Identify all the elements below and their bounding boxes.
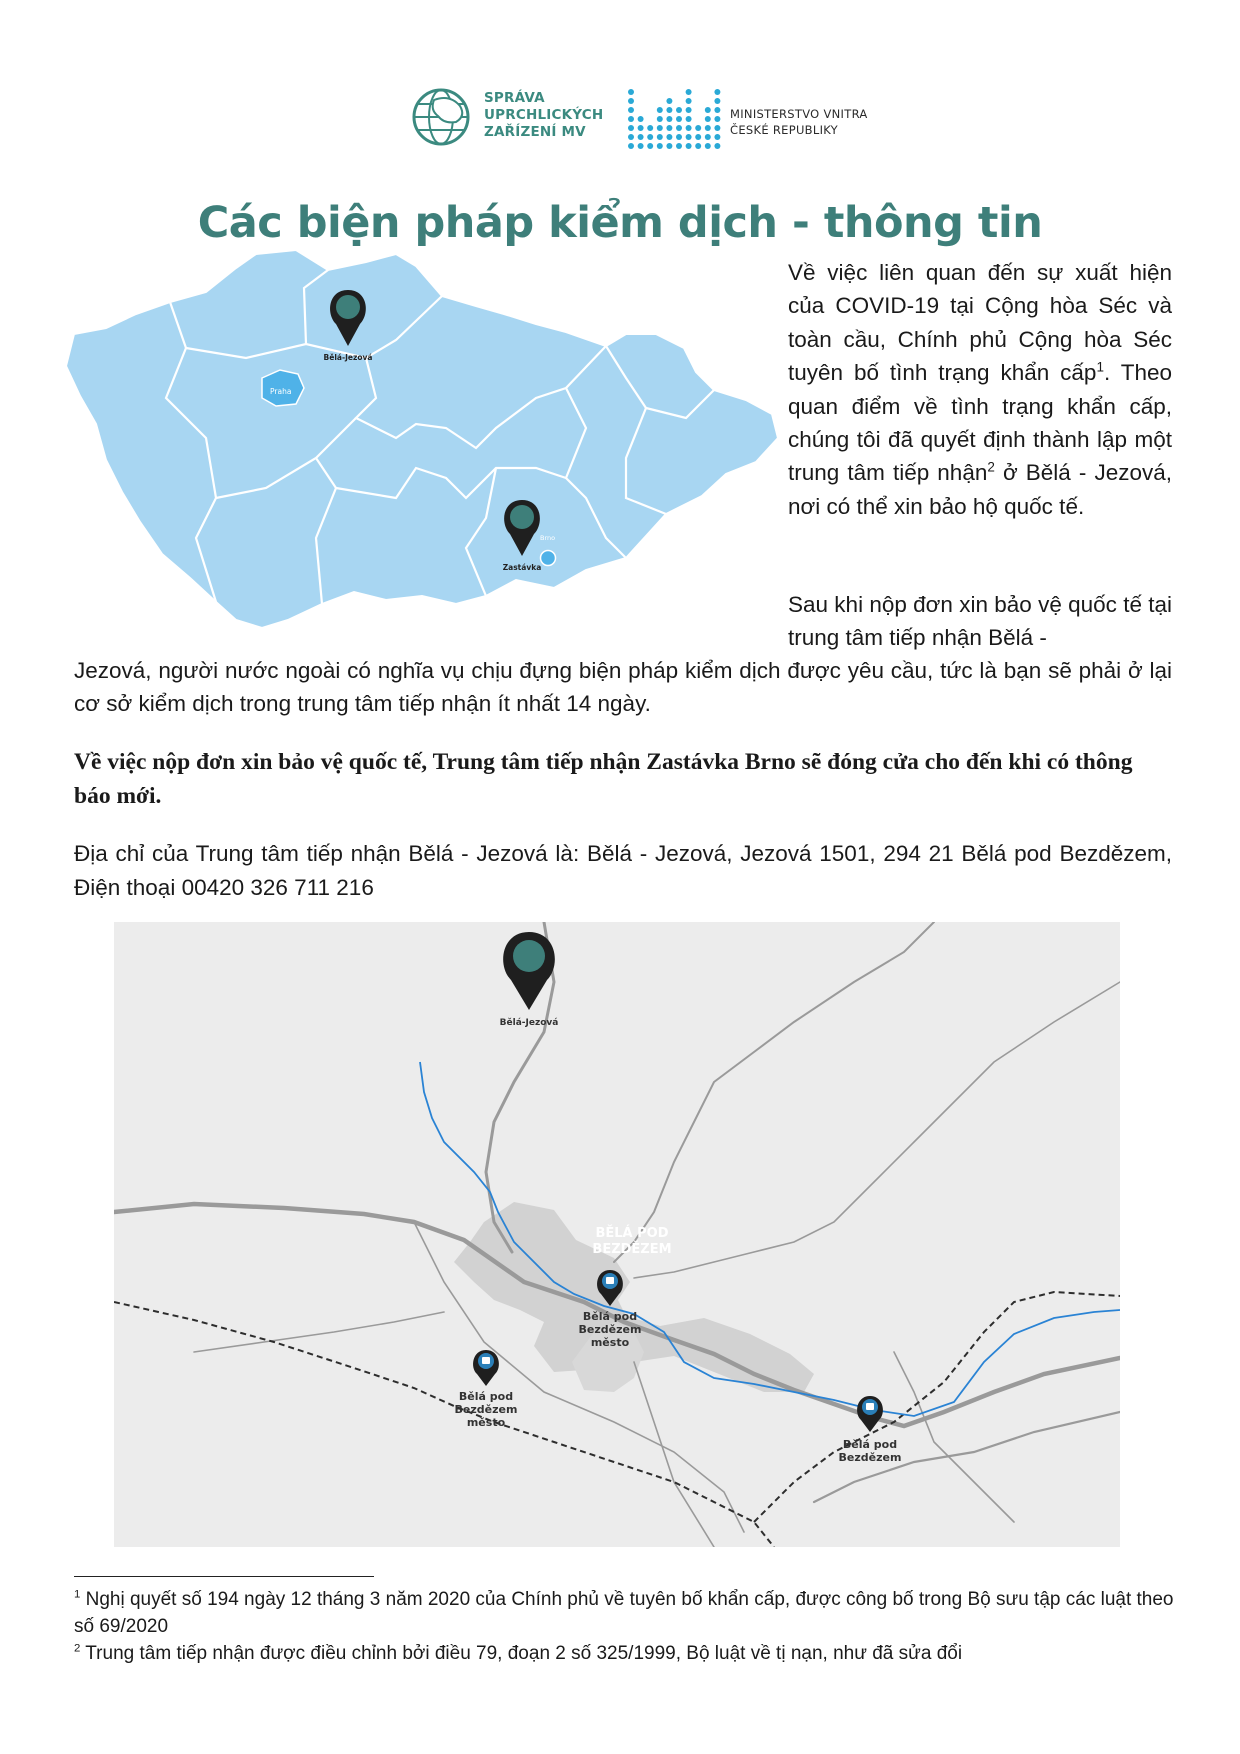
marker-label-bela: Bělá-Jezová bbox=[323, 353, 373, 362]
footnote-ref-2[interactable]: 2 bbox=[987, 459, 995, 475]
globe-icon bbox=[410, 86, 476, 148]
logo-dot bbox=[686, 98, 692, 104]
ministry-logo-text bbox=[730, 106, 868, 138]
logo-dot bbox=[705, 116, 711, 122]
logo-dot bbox=[705, 134, 711, 140]
intro-text-3: ở Bělá - Jezová, nơi có thể xin bảo hộ quốc tế. bbox=[788, 460, 1172, 519]
intro-paragraph bbox=[788, 256, 1172, 523]
logo-dot bbox=[628, 89, 634, 95]
logo-dot bbox=[628, 143, 634, 149]
logo-dot bbox=[647, 125, 653, 131]
logo-dot bbox=[666, 125, 672, 131]
logo-line: SPRÁVA bbox=[484, 90, 545, 106]
logo-dot bbox=[714, 125, 720, 131]
town-label: BEZDĚZEM bbox=[592, 1242, 672, 1257]
footnote-number: 2 bbox=[74, 1642, 81, 1655]
brno-marker bbox=[541, 551, 556, 566]
logo-dot bbox=[714, 143, 720, 149]
logo-dot bbox=[676, 107, 682, 113]
logo-dot bbox=[714, 89, 720, 95]
logo-dot bbox=[666, 107, 672, 113]
logo-dot bbox=[628, 134, 634, 140]
page-title: Các biện pháp kiểm dịch - thông tin bbox=[197, 198, 1043, 248]
station-label-line: Bělá pod bbox=[842, 1438, 898, 1451]
sprava-logo-text bbox=[484, 90, 603, 141]
logo-dot bbox=[686, 143, 692, 149]
logo-dot bbox=[638, 125, 644, 131]
logo-dot bbox=[714, 134, 720, 140]
logo-dot bbox=[638, 143, 644, 149]
logo-dot bbox=[666, 98, 672, 104]
logo-dot bbox=[657, 143, 663, 149]
country-shape bbox=[66, 250, 778, 628]
station-label bbox=[839, 1438, 902, 1464]
footnote-ref-1[interactable]: 1 bbox=[1096, 359, 1104, 375]
logo-dot bbox=[666, 143, 672, 149]
logo-line: ZAŘÍZENÍ MV bbox=[484, 124, 586, 140]
station-label-line: Bělá pod bbox=[582, 1310, 638, 1323]
logo-dot bbox=[676, 143, 682, 149]
logo-dot bbox=[628, 116, 634, 122]
logo-dot bbox=[714, 107, 720, 113]
station-label-line: město bbox=[466, 1416, 506, 1429]
logo-dot bbox=[686, 125, 692, 131]
closure-notice: Về việc nộp đơn xin bảo vệ quốc tế, Trung tâm tiếp nhận Zastávka Brno sẽ đóng cửa cho đến khi có thông báo mới. bbox=[74, 749, 1133, 809]
logo-dot bbox=[628, 107, 634, 113]
logo-dot bbox=[695, 125, 701, 131]
logo-dot bbox=[647, 134, 653, 140]
station-label-line: Bezdězem bbox=[578, 1323, 642, 1336]
praha-label: Praha bbox=[270, 387, 292, 396]
station-label-line: Bezdězem bbox=[838, 1451, 902, 1464]
logo-dot bbox=[705, 125, 711, 131]
logo-dot bbox=[686, 116, 692, 122]
logo-dot bbox=[638, 116, 644, 122]
logo-dot bbox=[647, 143, 653, 149]
logo-line: ČESKÉ REPUBLIKY bbox=[730, 123, 839, 137]
intro-text-1: Về việc liên quan đến sự xuất hiện của COVID-19 tại Cộng hòa Séc và toàn cầu, Chính phủ Cộng hòa Séc tuyên bố tình trạng khẩn cấp bbox=[788, 260, 1172, 386]
quarantine-paragraph-start: Sau khi nộp đơn xin bảo vệ quốc tế tại trung tâm tiếp nhận Bělá - bbox=[788, 592, 1172, 651]
logo-dot bbox=[714, 98, 720, 104]
station-label-line: Bělá pod bbox=[458, 1390, 514, 1403]
logo-dot bbox=[676, 134, 682, 140]
brno-label: Brno bbox=[540, 534, 556, 542]
logo-dot bbox=[676, 125, 682, 131]
station-label-line: město bbox=[590, 1336, 630, 1349]
logo-dot bbox=[628, 125, 634, 131]
logo-dot bbox=[638, 134, 644, 140]
address-paragraph: Địa chỉ của Trung tâm tiếp nhận Bělá - Jezová là: Bělá - Jezová, Jezová 1501, 294 21 Bělá pod Bezdězem, Điện thoại 00420 326 711 216 bbox=[74, 841, 1172, 900]
logo-dot bbox=[705, 143, 711, 149]
area-map bbox=[114, 922, 1120, 1547]
intro-text-2: . Theo quan điểm về tình trạng khẩn cấp, chúng tôi đã quyết định thành lập một trung tâm tiếp nhận bbox=[788, 360, 1172, 486]
logo-dot bbox=[695, 143, 701, 149]
footnote-separator bbox=[74, 1576, 374, 1577]
logo-dot bbox=[657, 134, 663, 140]
logo-dot bbox=[657, 125, 663, 131]
town-label: BĚLÁ POD bbox=[595, 1226, 669, 1241]
logo-dot bbox=[676, 116, 682, 122]
logo-dot bbox=[628, 98, 634, 104]
logo-dot bbox=[666, 116, 672, 122]
logo-line: UPRCHLICKÝCH bbox=[484, 107, 604, 123]
logo-line: MINISTERSTVO VNITRA bbox=[730, 107, 868, 121]
marker-label-zastavka: Zastávka bbox=[502, 563, 542, 572]
marker-label-bela: Bělá-Jezová bbox=[499, 1018, 559, 1028]
logo-dot bbox=[666, 134, 672, 140]
logo-dot bbox=[686, 134, 692, 140]
ministry-logo bbox=[626, 80, 886, 155]
logo-dot bbox=[686, 89, 692, 95]
logo-dot bbox=[714, 116, 720, 122]
czech-map bbox=[66, 248, 786, 648]
footnote-number: 1 bbox=[74, 1588, 81, 1601]
logo-dot bbox=[695, 134, 701, 140]
logo-dot bbox=[657, 116, 663, 122]
footnote-text: Trung tâm tiếp nhận được điều chỉnh bởi điều 79, đoạn 2 số 325/1999, Bộ luật về tị nạn, như đã sửa đổi bbox=[80, 1643, 963, 1664]
ministry-dots-icon bbox=[626, 80, 726, 152]
quarantine-paragraph-continued: Jezová, người nước ngoài có nghĩa vụ chịu đựng biện pháp kiểm dịch được yêu cầu, tức là bạn sẽ phải ở lại cơ sở kiểm dịch trong trung tâm tiếp nhận ít nhất 14 ngày. bbox=[74, 658, 1172, 717]
footnote-1 bbox=[74, 1586, 1174, 1640]
logo-dot bbox=[686, 107, 692, 113]
logo-dot bbox=[705, 107, 711, 113]
logo-dot bbox=[657, 107, 663, 113]
sprava-logo bbox=[410, 80, 610, 150]
station-label-line: Bezdězem bbox=[454, 1403, 518, 1416]
footnote-2 bbox=[74, 1640, 1174, 1667]
footnote-text: Nghị quyết số 194 ngày 12 tháng 3 năm 2020 của Chính phủ về tuyên bố khẩn cấp, được công bố trong Bộ sưu tập các luật theo số 69/2020 bbox=[74, 1589, 1174, 1637]
